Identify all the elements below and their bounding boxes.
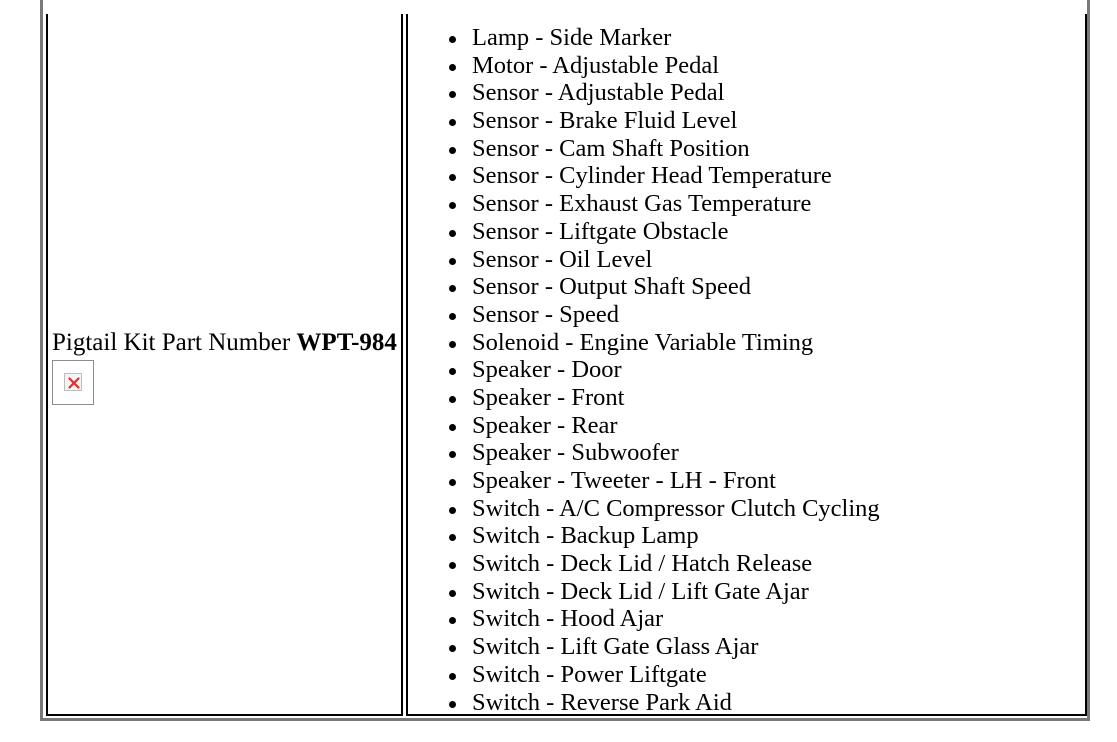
list-item (472, 661, 880, 689)
list-item-label: Switch - Backup Lamp (472, 522, 699, 550)
kit-label (52, 328, 397, 358)
list-item-label: Speaker - Rear (472, 411, 618, 439)
list-item (472, 495, 880, 523)
list-item-label: Sensor - Liftgate Obstacle (472, 217, 729, 245)
list-item (472, 218, 880, 246)
parts-cell (406, 14, 1087, 716)
bullet-icon (449, 64, 456, 71)
broken-image-icon (52, 360, 94, 405)
bullet-icon (449, 258, 456, 265)
bullet-icon (449, 147, 456, 154)
list-item (472, 273, 880, 301)
bullet-icon (449, 562, 456, 569)
kit-label-prefix: Pigtail Kit Part Number (52, 329, 291, 356)
list-item (472, 578, 880, 606)
list-item-label: Solenoid - Engine Variable Timing (472, 328, 814, 356)
list-item-label: Switch - Deck Lid / Lift Gate Ajar (472, 577, 809, 605)
list-item-label: Speaker - Door (472, 356, 622, 384)
list-item-label: Sensor - Cam Shaft Position (472, 134, 750, 162)
list-item (472, 190, 880, 218)
list-item-label: Motor - Adjustable Pedal (472, 51, 720, 79)
bullet-icon (449, 36, 456, 43)
bullet-icon (449, 424, 456, 431)
list-item-label: Sensor - Output Shaft Speed (472, 273, 751, 301)
list-item-label: Switch - Lift Gate Glass Ajar (472, 633, 759, 661)
list-item (472, 135, 880, 163)
list-item (472, 162, 880, 190)
list-item (472, 522, 880, 550)
bullet-icon (449, 341, 456, 348)
list-item (472, 467, 880, 495)
list-item (472, 412, 880, 440)
bullet-icon (449, 507, 456, 514)
list-item-label: Switch - Hood Ajar (472, 605, 664, 633)
bullet-icon (449, 479, 456, 486)
list-item-label: Sensor - Exhaust Gas Temperature (472, 190, 812, 218)
list-item (472, 301, 880, 329)
bullet-icon (449, 313, 456, 320)
bullet-icon (449, 534, 456, 541)
list-item (472, 107, 880, 135)
bullet-icon (449, 285, 456, 292)
kit-part-number: WPT-984 (296, 329, 397, 356)
list-item (472, 52, 880, 80)
bullet-icon (449, 645, 456, 652)
list-item-label: Sensor - Cylinder Head Temperature (472, 162, 832, 190)
list-item (472, 246, 880, 274)
list-item-label: Speaker - Tweeter - LH - Front (472, 467, 776, 494)
parts-table (40, 0, 1090, 721)
list-item (472, 439, 880, 467)
list-item-label: Speaker - Front (472, 383, 625, 411)
list-item-label: Sensor - Adjustable Pedal (472, 79, 725, 107)
red-x-icon (68, 377, 80, 389)
list-item-label: Switch - Deck Lid / Hatch Release (472, 550, 813, 578)
list-item (472, 550, 880, 578)
bullet-icon (449, 91, 456, 98)
list-item-label: Switch - A/C Compressor Clutch Cycling (472, 494, 880, 522)
list-item (472, 24, 880, 52)
list-item-label: Switch - Reverse Park Aid (472, 688, 732, 716)
bullet-icon (449, 174, 456, 181)
list-item-label: Sensor - Oil Level (472, 245, 653, 273)
list-item (472, 79, 880, 107)
list-item (472, 356, 880, 384)
list-item (472, 329, 880, 357)
bullet-icon (449, 701, 456, 708)
kit-info (52, 328, 397, 405)
broken-image-placeholder (64, 373, 82, 391)
list-item (472, 633, 880, 661)
bullet-icon (449, 202, 456, 209)
list-item-label: Speaker - Subwoofer (472, 439, 679, 467)
bullet-icon (449, 396, 456, 403)
bullet-icon (449, 119, 456, 126)
list-item-label: Sensor - Brake Fluid Level (472, 107, 738, 135)
bullet-icon (449, 590, 456, 597)
bullet-icon (449, 451, 456, 458)
parts-list (472, 24, 880, 716)
list-item (472, 384, 880, 412)
list-item-label: Switch - Power Liftgate (472, 660, 707, 688)
kit-cell (46, 14, 403, 716)
list-item-label: Lamp - Side Marker (472, 24, 672, 51)
bullet-icon (449, 368, 456, 375)
bullet-icon (449, 673, 456, 680)
list-item (472, 689, 880, 717)
bullet-icon (449, 617, 456, 624)
list-item-label: Sensor - Speed (472, 300, 619, 328)
bullet-icon (449, 230, 456, 237)
list-item (472, 605, 880, 633)
